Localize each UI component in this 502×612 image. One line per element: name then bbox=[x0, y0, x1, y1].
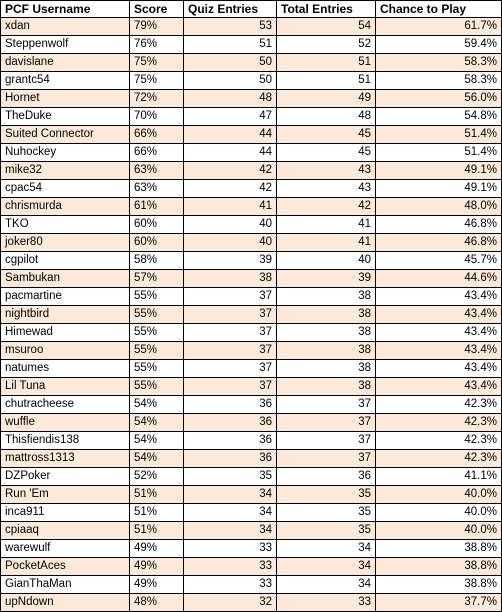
cell-score[interactable]: 79% bbox=[130, 18, 184, 36]
cell-total-entries[interactable]: 35 bbox=[277, 486, 376, 504]
table-row bbox=[1, 306, 502, 324]
cell-quiz-entries[interactable]: 48 bbox=[184, 90, 277, 108]
cell-quiz-entries[interactable]: 37 bbox=[184, 324, 277, 342]
table-row bbox=[1, 72, 502, 90]
table-row bbox=[1, 558, 502, 576]
column-header-total-entries[interactable]: Total Entries bbox=[277, 1, 376, 18]
cell-chance-to-play[interactable]: 61.7% bbox=[376, 18, 502, 36]
cell-chance-to-play[interactable]: 54.8% bbox=[376, 108, 502, 126]
cell-total-entries[interactable]: 34 bbox=[277, 576, 376, 594]
cell-total-entries[interactable]: 38 bbox=[277, 378, 376, 396]
cell-total-entries[interactable]: 38 bbox=[277, 324, 376, 342]
cell-username[interactable]: Himewad bbox=[1, 324, 130, 342]
cell-score[interactable]: 75% bbox=[130, 72, 184, 90]
table-row bbox=[1, 198, 502, 216]
cell-score[interactable]: 61% bbox=[130, 198, 184, 216]
cell-score[interactable]: 75% bbox=[130, 54, 184, 72]
cell-score[interactable]: 76% bbox=[130, 36, 184, 54]
cell-quiz-entries[interactable]: 34 bbox=[184, 486, 277, 504]
cell-total-entries[interactable]: 49 bbox=[277, 90, 376, 108]
cell-username[interactable]: davislane bbox=[1, 54, 130, 72]
table-row bbox=[1, 216, 502, 234]
table-row bbox=[1, 90, 502, 108]
cell-quiz-entries[interactable]: 40 bbox=[184, 234, 277, 252]
cell-username[interactable]: TheDuke bbox=[1, 108, 130, 126]
cell-total-entries[interactable]: 52 bbox=[277, 36, 376, 54]
cell-quiz-entries[interactable]: 50 bbox=[184, 54, 277, 72]
cell-total-entries[interactable]: 37 bbox=[277, 432, 376, 450]
cell-total-entries[interactable]: 33 bbox=[277, 594, 376, 612]
cell-quiz-entries[interactable]: 42 bbox=[184, 180, 277, 198]
cell-username[interactable]: chrismurda bbox=[1, 198, 130, 216]
table-row bbox=[1, 252, 502, 270]
cell-score[interactable]: 48% bbox=[130, 594, 184, 612]
cell-username[interactable]: cpac54 bbox=[1, 180, 130, 198]
table-row bbox=[1, 54, 502, 72]
cell-chance-to-play[interactable]: 43.4% bbox=[376, 288, 502, 306]
cell-total-entries[interactable]: 38 bbox=[277, 288, 376, 306]
cell-total-entries[interactable]: 37 bbox=[277, 450, 376, 468]
cell-username[interactable]: msuroo bbox=[1, 342, 130, 360]
cell-total-entries[interactable]: 43 bbox=[277, 162, 376, 180]
cell-username[interactable]: cgpilot bbox=[1, 252, 130, 270]
table-row bbox=[1, 450, 502, 468]
cell-chance-to-play[interactable]: 38.8% bbox=[376, 558, 502, 576]
cell-score[interactable]: 52% bbox=[130, 468, 184, 486]
cell-score[interactable]: 49% bbox=[130, 558, 184, 576]
cell-chance-to-play[interactable]: 42.3% bbox=[376, 432, 502, 450]
cell-quiz-entries[interactable]: 32 bbox=[184, 594, 277, 612]
cell-chance-to-play[interactable]: 40.0% bbox=[376, 486, 502, 504]
cell-chance-to-play[interactable]: 58.3% bbox=[376, 72, 502, 90]
cell-chance-to-play[interactable]: 51.4% bbox=[376, 144, 502, 162]
cell-username[interactable]: Suited Connector bbox=[1, 126, 130, 144]
cell-quiz-entries[interactable]: 34 bbox=[184, 522, 277, 540]
column-header-username[interactable]: PCF Username bbox=[1, 1, 130, 18]
cell-quiz-entries[interactable]: 38 bbox=[184, 270, 277, 288]
cell-quiz-entries[interactable]: 37 bbox=[184, 288, 277, 306]
cell-score[interactable]: 55% bbox=[130, 324, 184, 342]
cell-score[interactable]: 51% bbox=[130, 486, 184, 504]
cell-quiz-entries[interactable]: 34 bbox=[184, 504, 277, 522]
cell-total-entries[interactable]: 45 bbox=[277, 126, 376, 144]
cell-chance-to-play[interactable]: 42.3% bbox=[376, 414, 502, 432]
cell-quiz-entries[interactable]: 47 bbox=[184, 108, 277, 126]
cell-total-entries[interactable]: 38 bbox=[277, 342, 376, 360]
cell-username[interactable]: mattross1313 bbox=[1, 450, 130, 468]
cell-chance-to-play[interactable]: 42.3% bbox=[376, 450, 502, 468]
cell-username[interactable]: upNdown bbox=[1, 594, 130, 612]
cell-total-entries[interactable]: 41 bbox=[277, 234, 376, 252]
cell-chance-to-play[interactable]: 49.1% bbox=[376, 162, 502, 180]
cell-chance-to-play[interactable]: 56.0% bbox=[376, 90, 502, 108]
cell-chance-to-play[interactable]: 43.4% bbox=[376, 378, 502, 396]
cell-username[interactable]: mike32 bbox=[1, 162, 130, 180]
table-row bbox=[1, 432, 502, 450]
cell-quiz-entries[interactable]: 40 bbox=[184, 216, 277, 234]
cell-username[interactable]: grantc54 bbox=[1, 72, 130, 90]
cell-total-entries[interactable]: 34 bbox=[277, 540, 376, 558]
cell-chance-to-play[interactable]: 45.7% bbox=[376, 252, 502, 270]
cell-chance-to-play[interactable]: 38.8% bbox=[376, 576, 502, 594]
table-row bbox=[1, 144, 502, 162]
cell-quiz-entries[interactable]: 35 bbox=[184, 468, 277, 486]
cell-quiz-entries[interactable]: 53 bbox=[184, 18, 277, 36]
cell-score[interactable]: 72% bbox=[130, 90, 184, 108]
cell-score[interactable]: 66% bbox=[130, 126, 184, 144]
column-header-chance-to-play[interactable]: Chance to Play bbox=[376, 1, 502, 18]
cell-chance-to-play[interactable]: 40.0% bbox=[376, 504, 502, 522]
cell-chance-to-play[interactable]: 40.0% bbox=[376, 522, 502, 540]
table-row bbox=[1, 270, 502, 288]
cell-score[interactable]: 58% bbox=[130, 252, 184, 270]
cell-quiz-entries[interactable]: 37 bbox=[184, 378, 277, 396]
cell-quiz-entries[interactable]: 37 bbox=[184, 360, 277, 378]
cell-score[interactable]: 63% bbox=[130, 162, 184, 180]
cell-quiz-entries[interactable]: 44 bbox=[184, 126, 277, 144]
header-row bbox=[1, 1, 502, 18]
cell-username[interactable]: PocketAces bbox=[1, 558, 130, 576]
cell-username[interactable]: Thisfiendis138 bbox=[1, 432, 130, 450]
cell-username[interactable]: DZPoker bbox=[1, 468, 130, 486]
cell-username[interactable]: Steppenwolf bbox=[1, 36, 130, 54]
table-row bbox=[1, 324, 502, 342]
table-row bbox=[1, 414, 502, 432]
cell-quiz-entries[interactable]: 36 bbox=[184, 450, 277, 468]
cell-quiz-entries[interactable]: 36 bbox=[184, 396, 277, 414]
table-row bbox=[1, 468, 502, 486]
cell-chance-to-play[interactable]: 46.8% bbox=[376, 234, 502, 252]
cell-total-entries[interactable]: 54 bbox=[277, 18, 376, 36]
cell-chance-to-play[interactable]: 48.0% bbox=[376, 198, 502, 216]
table-row bbox=[1, 162, 502, 180]
cell-username[interactable]: inca911 bbox=[1, 504, 130, 522]
cell-quiz-entries[interactable]: 36 bbox=[184, 414, 277, 432]
table-row bbox=[1, 108, 502, 126]
cell-score[interactable]: 54% bbox=[130, 432, 184, 450]
cell-score[interactable]: 63% bbox=[130, 180, 184, 198]
table-row bbox=[1, 288, 502, 306]
table-row bbox=[1, 594, 502, 612]
cell-quiz-entries[interactable]: 33 bbox=[184, 558, 277, 576]
cell-score[interactable]: 57% bbox=[130, 270, 184, 288]
cell-chance-to-play[interactable]: 42.3% bbox=[376, 396, 502, 414]
table-row bbox=[1, 234, 502, 252]
cell-username[interactable]: nightbird bbox=[1, 306, 130, 324]
table-row bbox=[1, 504, 502, 522]
cell-username[interactable]: Hornet bbox=[1, 90, 130, 108]
cell-username[interactable]: pacmartine bbox=[1, 288, 130, 306]
table-row bbox=[1, 180, 502, 198]
cell-quiz-entries[interactable]: 50 bbox=[184, 72, 277, 90]
cell-total-entries[interactable]: 45 bbox=[277, 144, 376, 162]
cell-chance-to-play[interactable]: 51.4% bbox=[376, 126, 502, 144]
cell-total-entries[interactable]: 39 bbox=[277, 270, 376, 288]
cell-score[interactable]: 60% bbox=[130, 234, 184, 252]
cell-chance-to-play[interactable]: 41.1% bbox=[376, 468, 502, 486]
cell-username[interactable]: wuffle bbox=[1, 414, 130, 432]
table-row bbox=[1, 522, 502, 540]
cell-chance-to-play[interactable]: 43.4% bbox=[376, 342, 502, 360]
cell-quiz-entries[interactable]: 41 bbox=[184, 198, 277, 216]
cell-username[interactable]: GianThaMan bbox=[1, 576, 130, 594]
cell-quiz-entries[interactable]: 42 bbox=[184, 162, 277, 180]
cell-total-entries[interactable]: 43 bbox=[277, 180, 376, 198]
cell-score[interactable]: 54% bbox=[130, 450, 184, 468]
table-row bbox=[1, 126, 502, 144]
cell-chance-to-play[interactable]: 43.4% bbox=[376, 360, 502, 378]
cell-quiz-entries[interactable]: 37 bbox=[184, 306, 277, 324]
cell-total-entries[interactable]: 35 bbox=[277, 504, 376, 522]
cell-username[interactable]: Lil Tuna bbox=[1, 378, 130, 396]
cell-quiz-entries[interactable]: 51 bbox=[184, 36, 277, 54]
cell-quiz-entries[interactable]: 36 bbox=[184, 432, 277, 450]
cell-quiz-entries[interactable]: 37 bbox=[184, 342, 277, 360]
table-row bbox=[1, 360, 502, 378]
table-row bbox=[1, 18, 502, 36]
cell-quiz-entries[interactable]: 33 bbox=[184, 576, 277, 594]
cell-score[interactable]: 51% bbox=[130, 522, 184, 540]
cell-username[interactable]: TKO bbox=[1, 216, 130, 234]
cell-chance-to-play[interactable]: 46.8% bbox=[376, 216, 502, 234]
cell-score[interactable]: 55% bbox=[130, 288, 184, 306]
cell-score[interactable]: 70% bbox=[130, 108, 184, 126]
cell-total-entries[interactable]: 35 bbox=[277, 522, 376, 540]
cell-score[interactable]: 49% bbox=[130, 540, 184, 558]
cell-username[interactable]: warewulf bbox=[1, 540, 130, 558]
cell-score[interactable]: 55% bbox=[130, 306, 184, 324]
column-header-quiz-entries[interactable]: Quiz Entries bbox=[184, 1, 277, 18]
cell-total-entries[interactable]: 34 bbox=[277, 558, 376, 576]
cell-score[interactable]: 54% bbox=[130, 396, 184, 414]
table-row bbox=[1, 540, 502, 558]
cell-chance-to-play[interactable]: 37.7% bbox=[376, 594, 502, 612]
cell-score[interactable]: 66% bbox=[130, 144, 184, 162]
cell-score[interactable]: 55% bbox=[130, 378, 184, 396]
table-row bbox=[1, 378, 502, 396]
cell-total-entries[interactable]: 40 bbox=[277, 252, 376, 270]
cell-chance-to-play[interactable]: 43.4% bbox=[376, 324, 502, 342]
cell-chance-to-play[interactable]: 49.1% bbox=[376, 180, 502, 198]
cell-total-entries[interactable]: 38 bbox=[277, 306, 376, 324]
cell-score[interactable]: 55% bbox=[130, 360, 184, 378]
cell-score[interactable]: 54% bbox=[130, 414, 184, 432]
cell-chance-to-play[interactable]: 43.4% bbox=[376, 306, 502, 324]
cell-username[interactable]: chutracheese bbox=[1, 396, 130, 414]
cell-quiz-entries[interactable]: 44 bbox=[184, 144, 277, 162]
cell-total-entries[interactable]: 42 bbox=[277, 198, 376, 216]
table-row bbox=[1, 396, 502, 414]
cell-chance-to-play[interactable]: 58.3% bbox=[376, 54, 502, 72]
table-row bbox=[1, 486, 502, 504]
cell-score[interactable]: 51% bbox=[130, 504, 184, 522]
cell-total-entries[interactable]: 51 bbox=[277, 72, 376, 90]
cell-quiz-entries[interactable]: 39 bbox=[184, 252, 277, 270]
cell-username[interactable]: joker80 bbox=[1, 234, 130, 252]
cell-username[interactable]: natumes bbox=[1, 360, 130, 378]
table-row bbox=[1, 576, 502, 594]
table-row bbox=[1, 36, 502, 54]
cell-score[interactable]: 49% bbox=[130, 576, 184, 594]
column-header-score[interactable]: Score bbox=[130, 1, 184, 18]
cell-score[interactable]: 60% bbox=[130, 216, 184, 234]
cell-total-entries[interactable]: 37 bbox=[277, 396, 376, 414]
cell-username[interactable]: Run 'Em bbox=[1, 486, 130, 504]
cell-chance-to-play[interactable]: 38.8% bbox=[376, 540, 502, 558]
cell-username[interactable]: Sambukan bbox=[1, 270, 130, 288]
cell-username[interactable]: Nuhockey bbox=[1, 144, 130, 162]
cell-chance-to-play[interactable]: 44.6% bbox=[376, 270, 502, 288]
cell-quiz-entries[interactable]: 33 bbox=[184, 540, 277, 558]
cell-total-entries[interactable]: 51 bbox=[277, 54, 376, 72]
cell-total-entries[interactable]: 36 bbox=[277, 468, 376, 486]
cell-total-entries[interactable]: 38 bbox=[277, 360, 376, 378]
cell-total-entries[interactable]: 41 bbox=[277, 216, 376, 234]
cell-total-entries[interactable]: 37 bbox=[277, 414, 376, 432]
cell-username[interactable]: xdan bbox=[1, 18, 130, 36]
table-row bbox=[1, 342, 502, 360]
cell-score[interactable]: 55% bbox=[130, 342, 184, 360]
cell-username[interactable]: cpiaaq bbox=[1, 522, 130, 540]
cell-chance-to-play[interactable]: 59.4% bbox=[376, 36, 502, 54]
cell-total-entries[interactable]: 48 bbox=[277, 108, 376, 126]
